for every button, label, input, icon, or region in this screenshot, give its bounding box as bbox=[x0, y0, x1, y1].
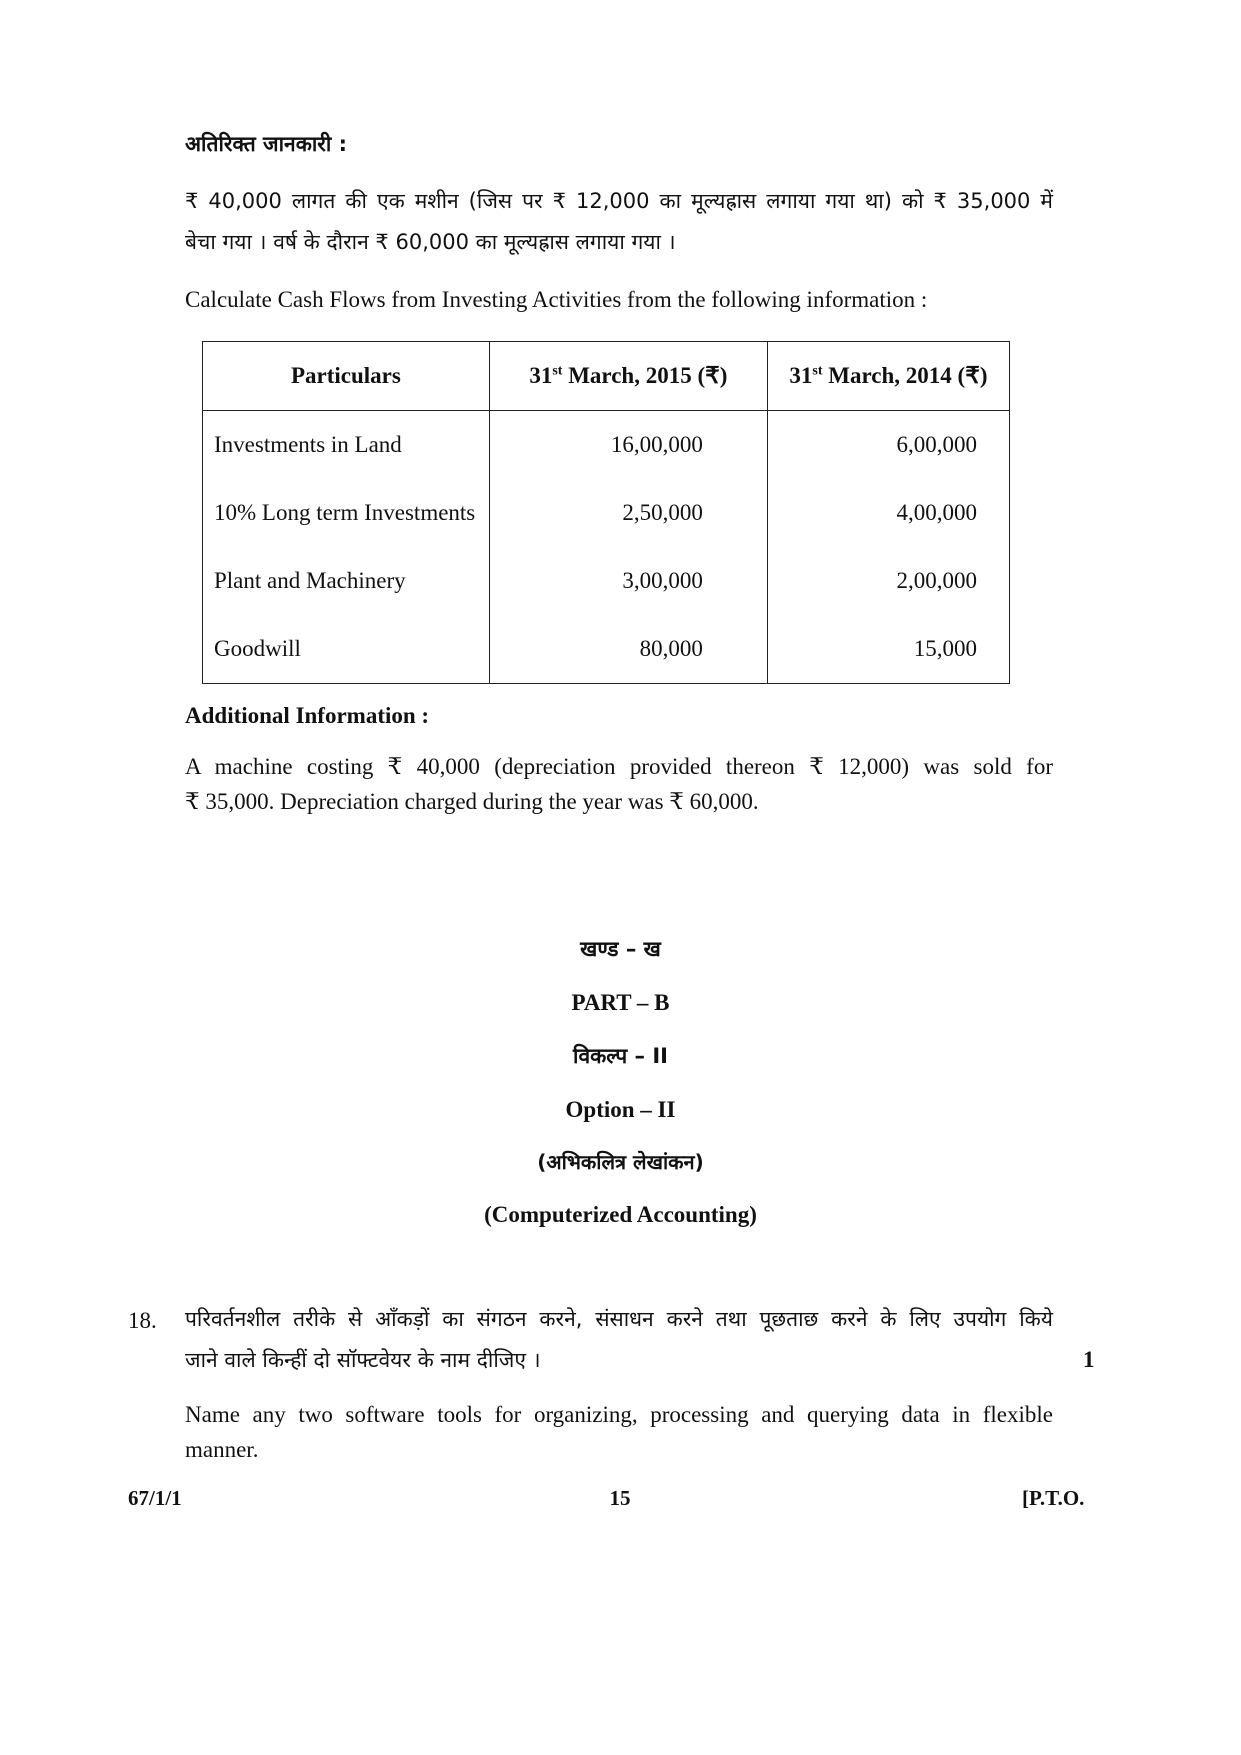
value-2015-cell: 16,00,000 bbox=[489, 411, 767, 480]
table-row bbox=[203, 615, 1010, 684]
value-2014-cell: 2,00,000 bbox=[767, 547, 1009, 615]
particular-cell: Goodwill bbox=[203, 615, 490, 684]
part-b-heading: PART – B bbox=[571, 990, 670, 1015]
hindi-additional-info-heading: अतिरिक्त जानकारी : bbox=[185, 132, 347, 156]
paper-code: 67/1/1 bbox=[128, 1486, 182, 1510]
value-2015-cell: 3,00,000 bbox=[489, 547, 767, 615]
value-2014-cell: 15,000 bbox=[767, 615, 1009, 684]
question-18-hindi-line1: परिवर्तनशील तरीके से आँकड़ों का संगठन करने, संसाधन करने तथा पूछताछ करने के लिए उपयोग किये bbox=[185, 1307, 1053, 1331]
table-row bbox=[203, 479, 1010, 547]
question-intro: Calculate Cash Flows from Investing Activities from the following information : bbox=[185, 287, 928, 312]
question-18-english-line2: manner. bbox=[185, 1437, 259, 1462]
header-march-2015: 31st March, 2015 (₹) bbox=[489, 342, 767, 411]
question-number: 18. bbox=[128, 1308, 157, 1333]
particular-cell: 10% Long term Investments bbox=[203, 479, 490, 547]
cash-flow-table bbox=[202, 341, 1010, 684]
english-subject-heading: (Computerized Accounting) bbox=[484, 1202, 757, 1227]
hindi-subject-heading: (अभिकलित्र लेखांकन) bbox=[537, 1150, 704, 1174]
particular-cell: Plant and Machinery bbox=[203, 547, 490, 615]
question-18-english-line1: Name any two software tools for organizing, processing and querying data in flexible bbox=[185, 1402, 1053, 1427]
table-header-row bbox=[203, 342, 1010, 411]
value-2015-cell: 2,50,000 bbox=[489, 479, 767, 547]
header-particulars: Particulars bbox=[203, 342, 490, 411]
header-march-2014: 31st March, 2014 (₹) bbox=[767, 342, 1009, 411]
hindi-additional-info-line1: ₹ 40,000 लागत की एक मशीन (जिस पर ₹ 12,000 का मूल्यह्रास लगाया गया था) को ₹ 35,000 में bbox=[185, 189, 1053, 213]
option-heading: Option – II bbox=[565, 1097, 676, 1122]
additional-info-heading: Additional Information : bbox=[185, 703, 430, 728]
question-18-marks: 1 bbox=[1083, 1347, 1095, 1372]
table-row bbox=[203, 411, 1010, 480]
pto-label: [P.T.O. bbox=[1022, 1486, 1085, 1510]
table-row bbox=[203, 547, 1010, 615]
khand-heading: खण्ड – ख bbox=[580, 937, 661, 961]
value-2015-cell: 80,000 bbox=[489, 615, 767, 684]
question-18-hindi-line2: जाने वाले किन्हीं दो सॉफ्टवेयर के नाम दीजिए । bbox=[185, 1348, 541, 1372]
vikalp-heading: विकल्प – II bbox=[573, 1044, 668, 1068]
hindi-additional-info-line2: बेचा गया । वर्ष के दौरान ₹ 60,000 का मूल्यह्रास लगाया गया । bbox=[185, 230, 676, 254]
value-2014-cell: 6,00,000 bbox=[767, 411, 1009, 480]
additional-info-line1: A machine costing ₹ 40,000 (depreciation provided thereon ₹ 12,000) was sold for bbox=[185, 754, 1053, 779]
page-number: 15 bbox=[609, 1486, 631, 1510]
value-2014-cell: 4,00,000 bbox=[767, 479, 1009, 547]
particular-cell: Investments in Land bbox=[203, 411, 490, 480]
additional-info-line2: ₹ 35,000. Depreciation charged during the year was ₹ 60,000. bbox=[185, 789, 759, 814]
